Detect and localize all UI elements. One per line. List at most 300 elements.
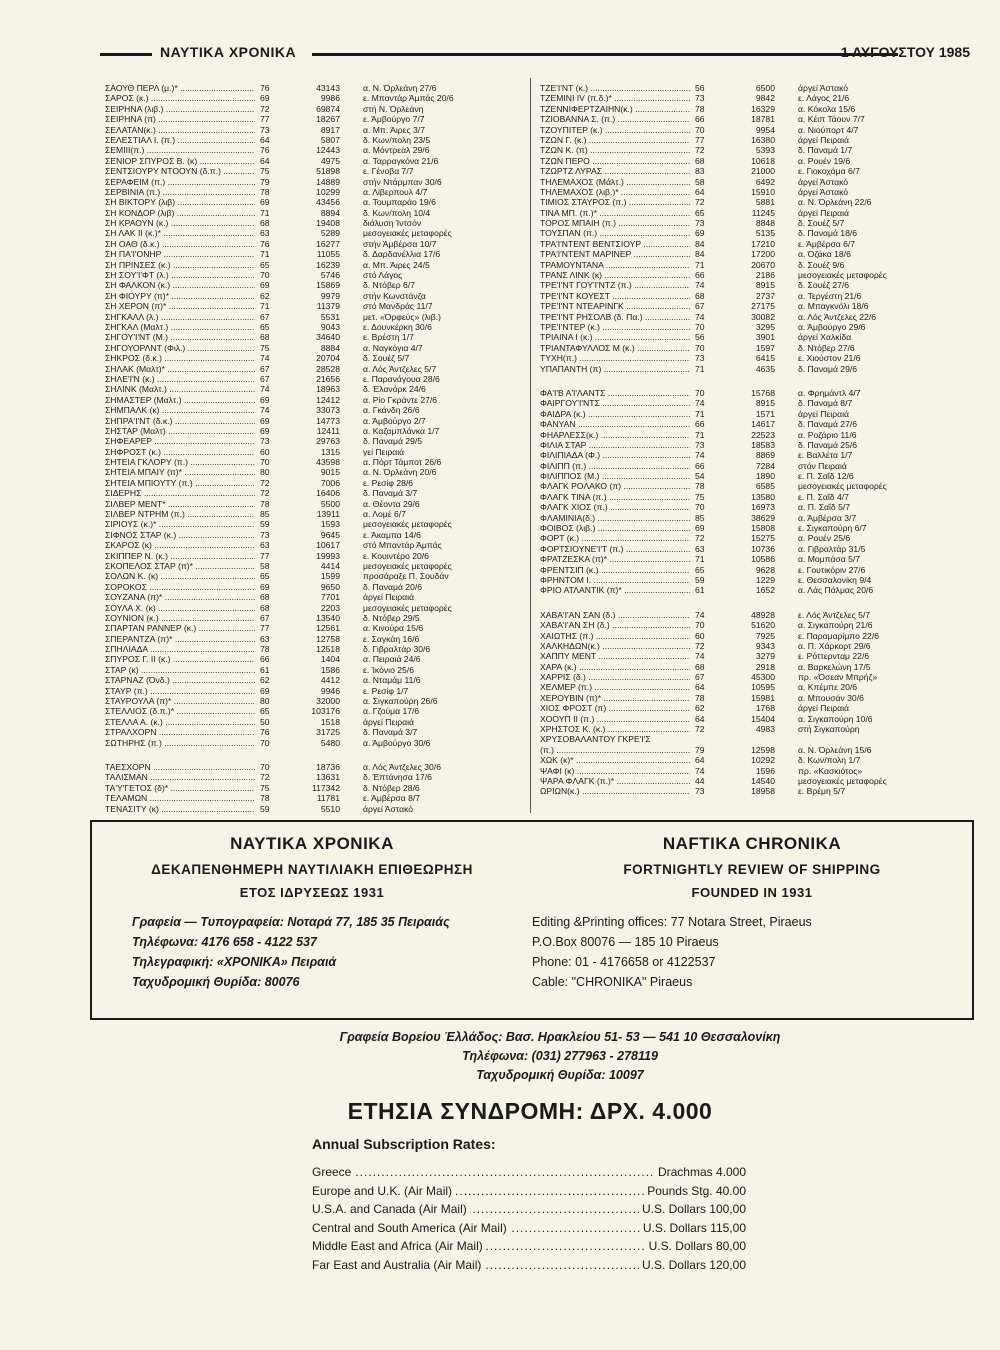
ship-row <box>105 804 505 814</box>
ship-row <box>105 686 505 696</box>
ship-status: μεσογειακές μεταφορές <box>363 602 452 613</box>
ship-row <box>105 582 505 592</box>
ship-name: ΤΖΕ'Ι'ΝΤ (κ.) ..... <box>540 83 690 93</box>
ship-name: ΣΙΛΒΕΡ ΜΕΝΤ* ..... <box>105 499 255 509</box>
ship-status: δ. Κων/πολη 1/7 <box>798 755 861 766</box>
ship-tonnage: 51898 <box>316 166 340 177</box>
ship-row <box>540 270 940 280</box>
ship-status: ε. Ρεσίφ 1/7 <box>363 685 409 696</box>
ship-year: 44 <box>695 776 705 786</box>
ship-name: ΦΡΙΟ ΑΤΛΑΝΤΙΚ (π)* ..... <box>540 585 690 595</box>
ship-row <box>540 575 940 585</box>
ship-tonnage: 7006 <box>320 477 340 488</box>
ship-year: 69 <box>260 394 270 405</box>
ship-tonnage: 8869 <box>755 450 775 461</box>
ship-row <box>540 388 940 398</box>
ship-name: ΤΡΕ'Ι'ΝΤ ΓΟΥ'Ι'ΝΤΖ (π.) ..... <box>540 280 690 290</box>
ship-status: ε. Θεσσαλονίκη 9/4 <box>798 574 872 585</box>
ship-status: α. Λός Άντζελες 22/6 <box>798 311 876 322</box>
ship-name: ΣΠΑΡΤΑΝ ΡΑΝΝΕΡ (κ.) ..... <box>105 623 255 633</box>
ship-year: 74 <box>695 398 705 409</box>
ship-status: α. Μόντρεαλ 29/6 <box>363 145 430 156</box>
ship-year: 65 <box>695 207 705 218</box>
ship-list-left-column <box>105 83 505 814</box>
ship-year: 71 <box>695 363 705 374</box>
ship-status: δ. Παναμά 20/6 <box>363 581 423 592</box>
group-spacer <box>540 374 940 388</box>
ship-name: ΤΙΜΙΟΣ ΣΤΑΥΡΟΣ (π.) ..... <box>540 197 690 207</box>
ship-tonnage: 12758 <box>316 633 340 644</box>
ship-year: 64 <box>695 682 705 693</box>
ship-tonnage: 14540 <box>751 776 775 786</box>
ship-year: 78 <box>695 103 705 114</box>
ship-row <box>540 620 940 630</box>
ship-row <box>105 104 505 114</box>
ship-tonnage: 34640 <box>316 332 340 343</box>
ship-row <box>105 125 505 135</box>
ship-tonnage: 6585 <box>755 481 775 492</box>
ship-name: ΣΕΜΙΙΙ(π.) ..... <box>105 145 255 155</box>
ship-name: ΣΤΑΥΡ (π.) ..... <box>105 686 255 696</box>
ship-name: ΣΗ ΧΕΡΟΝ (π)* ..... <box>105 301 255 311</box>
ship-year: 75 <box>260 166 270 177</box>
ship-row <box>540 682 940 692</box>
ship-year: 62 <box>695 703 705 714</box>
ship-status: άργεί Πειραιά <box>798 134 849 145</box>
ship-name: ΤΡΑΝΣ ΛΙΝΚ (κ) ..... <box>540 270 690 280</box>
ship-name: ΣΙΔΕΡΗΣ ..... <box>105 488 255 498</box>
ship-year: 70 <box>695 321 705 332</box>
ship-row <box>105 156 505 166</box>
ship-status: ε. Παραμαρίμπο 22/6 <box>798 630 880 641</box>
ship-status: δ. Ντόβερ 6/7 <box>363 280 415 291</box>
ship-tonnage: 69874 <box>316 103 340 114</box>
ship-year: 74 <box>260 353 270 364</box>
ship-row <box>540 398 940 408</box>
ship-tonnage: 14889 <box>316 176 340 187</box>
ship-tonnage: 12598 <box>751 744 775 755</box>
ship-status: ε. Σαγκάη 16/6 <box>363 633 420 644</box>
ship-row <box>105 467 505 477</box>
ship-status: ε. Π. Σαΐδ 12/6 <box>798 471 854 482</box>
ship-tonnage: 18963 <box>316 384 340 395</box>
ship-tonnage: 5289 <box>320 228 340 239</box>
ship-status: δ. Σουέζ 5/7 <box>363 353 410 364</box>
ship-name: ΤΡΙΑΝΤΑΦΥΛΛΟΣ Μ (κ.) ..... <box>540 343 690 353</box>
ship-year: 78 <box>260 186 270 197</box>
rate-region: Europe and U.K. (Air Mail) <box>312 1184 455 1198</box>
ship-year: 74 <box>695 651 705 662</box>
ship-status: α. Όζάκα 18/6 <box>798 249 851 260</box>
ship-tonnage: 9645 <box>320 529 340 540</box>
ship-tonnage: 8917 <box>320 124 340 135</box>
ship-year: 70 <box>695 502 705 513</box>
ship-row <box>105 145 505 155</box>
ship-name: ΣΟΥΝΙΟΝ (κ.) ..... <box>105 613 255 623</box>
ship-name: ΤΑ'Υ'ΓΕΤΟΣ (δ)* ..... <box>105 783 255 793</box>
ship-year: 72 <box>695 533 705 544</box>
ship-name: ΣΤΑΡ (κ) ..... <box>105 665 255 675</box>
ship-year: 66 <box>695 419 705 430</box>
ship-tonnage: 18267 <box>316 114 340 125</box>
ship-name: ΣΗ ΣΟΥ'Ι'ΦΤ (λ.) ..... <box>105 270 255 280</box>
ship-name: ΣΗ ΦΑΛΚΟΝ (κ.) ..... <box>105 280 255 290</box>
ship-year: 73 <box>695 218 705 229</box>
ship-row <box>540 83 940 93</box>
ship-name: ΣΗΓΚΑΛΛ (λ.) ..... <box>105 312 255 322</box>
ship-status: α. Λίβερπουλ 4/7 <box>363 186 428 197</box>
ship-name: ΣΗ ΚΡΑΟΥΝ (κ.) ..... <box>105 218 255 228</box>
rate-price: Drachmas 4.000 <box>655 1163 746 1182</box>
ship-year: 77 <box>260 114 270 125</box>
ship-row <box>105 571 505 581</box>
ship-year: 71 <box>260 207 270 218</box>
ship-name: ΣΗΤΕΙΑ ΜΠΙΟΥΤΥ (π.) ..... <box>105 478 255 488</box>
ship-row <box>540 208 940 218</box>
ship-tonnage: 9946 <box>320 685 340 696</box>
ship-year: 72 <box>695 640 705 651</box>
ship-tonnage: 51620 <box>751 620 775 631</box>
ship-row <box>105 793 505 803</box>
ship-year: 74 <box>695 765 705 776</box>
ship-status: δ. Σουέζ 5/7 <box>798 218 845 229</box>
ship-row <box>540 554 940 564</box>
ship-year: 71 <box>695 429 705 440</box>
ship-row <box>105 499 505 509</box>
ship-status: στή Ν. Όρλεάνη <box>363 103 424 114</box>
ship-status: στό Μανδράς 11/7 <box>363 301 433 312</box>
ship-name: ΦΛΑΜΙΝΙΑ(δ.) ..... <box>540 513 690 523</box>
greek-title: ΝΑΥΤΙΚΑ ΧΡΟΝΙΚΑ <box>230 834 394 853</box>
ship-tonnage: 10292 <box>751 755 775 766</box>
ship-name: ΣΚΑΡΟΣ (κ) ..... <box>105 540 255 550</box>
ship-row <box>540 135 940 145</box>
ship-tonnage: 15869 <box>316 280 340 291</box>
ship-tonnage: 27175 <box>751 301 775 312</box>
ship-year: 73 <box>260 529 270 540</box>
ship-name: ΤΖΩΝ Γ. (κ.) ..... <box>540 135 690 145</box>
ship-name: ΣΚΙΠΠΕΡ Ν. (κ.) ..... <box>105 551 255 561</box>
ship-year: 67 <box>260 311 270 322</box>
ship-status: ε. Βρέμη 5/7 <box>798 786 846 797</box>
ship-status: μεσογειακές μεταφορές <box>363 560 452 571</box>
ship-year: 77 <box>695 134 705 145</box>
ship-tonnage: 1768 <box>755 703 775 714</box>
column-divider <box>530 78 531 813</box>
ship-status: α. Λός Άντζελες 30/6 <box>363 762 441 772</box>
ship-status: δ. Παναμά 8/7 <box>798 398 853 409</box>
ship-list-right-column <box>540 83 940 797</box>
ship-row <box>105 488 505 498</box>
ship-tonnage: 21000 <box>751 166 775 177</box>
ship-status: α. Λομέ 6/7 <box>363 509 406 520</box>
ship-name: ΦΡΕΝΤΣΙΠ (κ.) ..... <box>540 565 690 575</box>
ship-tonnage: 2737 <box>755 290 775 301</box>
ship-name: ΣΤΕΛΛΙΟΣ (δ.π.)* ..... <box>105 706 255 716</box>
ship-year: 66 <box>695 114 705 125</box>
ship-year: 68 <box>695 155 705 166</box>
ship-status: α. Λός Άντζελες 5/7 <box>363 363 437 374</box>
ship-name: ΣΗ ΦΙΟΥΡΥ (π)* ..... <box>105 291 255 301</box>
ship-name: ΣΗ ΠΑ'Ι'ΟΝΗΡ ..... <box>105 249 255 259</box>
ship-row <box>540 419 940 429</box>
ship-status: ε. Ρόττερνταμ 22/6 <box>798 651 870 662</box>
ship-name: ΤΖΩΡΤΖ ΛΥΡΑΣ ..... <box>540 166 690 176</box>
ship-name: ΣΕΡΑΦΕΙΜ (π.) ..... <box>105 177 255 187</box>
ship-name: ΣΩΤΗΡΗΣ (π.) ..... <box>105 738 255 748</box>
ship-row <box>105 478 505 488</box>
ship-year: 72 <box>695 145 705 156</box>
ship-tonnage: 3901 <box>755 332 775 343</box>
english-phone: Phone: 01 - 4176658 or 4122537 <box>532 955 716 969</box>
ship-tonnage: 32000 <box>316 696 340 707</box>
ship-tonnage: 8915 <box>755 280 775 291</box>
ship-name: ΧΕΡΟΥΒΙΝ (π)* ..... <box>540 693 690 703</box>
ship-status: δ. Παναμά 3/7 <box>363 488 418 499</box>
ship-year: 79 <box>260 176 270 187</box>
ship-year: 65 <box>260 321 270 332</box>
ship-name: ΩΡΙΩΝ(κ.) ..... <box>540 786 690 796</box>
ship-tonnage: 33073 <box>316 405 340 416</box>
ship-row <box>105 727 505 737</box>
ship-name: ΧΡΗΣΤΟΣ Κ. (κ.) ..... <box>540 724 690 734</box>
ship-status: α. Ρουέν 25/6 <box>798 533 851 544</box>
ship-status: άργεί Πειραιά <box>798 408 849 419</box>
ship-tonnage: 15981 <box>751 692 775 703</box>
ship-tonnage: 1593 <box>320 519 340 530</box>
ship-year: 78 <box>260 793 270 804</box>
ship-status: α. Γιβραλτάρ 31/5 <box>798 543 866 554</box>
ship-row <box>105 93 505 103</box>
ship-tonnage: 1596 <box>755 765 775 776</box>
ship-tonnage: 15910 <box>751 186 775 197</box>
ship-status: ε. Κουιντέρο 20/6 <box>363 550 429 561</box>
header-rule-left <box>100 53 152 56</box>
ship-tonnage: 9650 <box>320 581 340 592</box>
ship-year: 74 <box>695 450 705 461</box>
ship-tonnage: 1586 <box>320 664 340 675</box>
ship-year: 72 <box>695 724 705 735</box>
ship-status: α. Νταμάμ 11/6 <box>363 675 421 686</box>
ship-year: 74 <box>260 384 270 395</box>
ship-row <box>540 291 940 301</box>
ship-row <box>105 509 505 519</box>
ship-name: ΤΡΕ'Ι'ΝΤΕΡ (κ.) ..... <box>540 322 690 332</box>
ship-row <box>540 513 940 523</box>
ship-tonnage: 43456 <box>316 197 340 208</box>
ship-tonnage: 14617 <box>751 419 775 430</box>
ship-name: ΦΛΑΓΚ ΤΙΝΑ (π.) ..... <box>540 492 690 502</box>
ship-tonnage: 8848 <box>755 218 775 229</box>
ship-status: δ. Ντόβερ 27/6 <box>798 342 855 353</box>
ship-year: 78 <box>260 644 270 655</box>
ship-status: γεί Πειραιά <box>363 446 405 457</box>
ship-year: 68 <box>260 602 270 613</box>
ship-year: 60 <box>260 446 270 457</box>
ship-status: δ. Έλανόρκ 24/6 <box>363 384 426 395</box>
ship-row <box>105 783 505 793</box>
ship-tonnage: 12411 <box>316 425 340 436</box>
ship-row <box>105 405 505 415</box>
ship-tonnage: 1518 <box>320 716 340 727</box>
ship-year: 78 <box>695 692 705 703</box>
greek-subtitle: ΔΕΚΑΠΕΝΘΗΜΕΡΗ ΝΑΥΤΙΛΙΑΚΗ ΕΠΙΘΕΩΡΗΣΗ <box>151 862 473 877</box>
ship-tonnage: 5531 <box>320 311 340 322</box>
ship-year: 83 <box>695 166 705 177</box>
ship-tonnage: 5807 <box>320 134 340 145</box>
ship-status: α. Γκάνδη 26/6 <box>363 405 420 416</box>
ship-name: ΦΟΡΤ (κ.) ..... <box>540 533 690 543</box>
ship-row <box>105 301 505 311</box>
ship-year: 63 <box>695 543 705 554</box>
ship-status: στή Σιγκαπούρη <box>798 724 860 735</box>
ship-status: ε. Δουνκέρκη 30/6 <box>363 321 432 332</box>
rate-row <box>312 1200 746 1219</box>
ship-name: ΤΗΛΕΜΑΧΟΣ (λιβ.)* ..... <box>540 187 690 197</box>
ship-name: ΣΕΡΒΙΝΙΑ (π.) ..... <box>105 187 255 197</box>
ship-row <box>105 260 505 270</box>
english-pobox: P.O.Box 80076 — 185 10 Piraeus <box>532 935 719 949</box>
annual-rates-label: Annual Subscription Rates: <box>312 1136 496 1152</box>
english-title: NAFTIKA CHRONIKA <box>662 834 842 853</box>
ship-tonnage: 7925 <box>755 630 775 641</box>
ship-status: δ. Ντόβερ 29/5 <box>363 612 420 623</box>
ship-status: α. Λάς Πάλμας 20/6 <box>798 585 874 596</box>
ship-name: ΤΑΕΣΧΟΡΝ ..... <box>105 762 255 772</box>
ship-name: ΦΟΡΤΣΙΟΥΝΕ'Ι'Τ (π.) ..... <box>540 544 690 554</box>
greek-pobox: Ταχυδρομική Θυρίδα: 80076 <box>132 975 300 989</box>
ship-name: ΧΕΛΜΕΡ (π.) ..... <box>540 682 690 692</box>
ship-status: άργεί Πειραιά <box>798 703 849 714</box>
ship-tonnage: 9954 <box>755 124 775 135</box>
ship-year: 67 <box>695 301 705 312</box>
ship-status: α. Ροζάριο 11/6 <box>798 429 857 440</box>
ship-year: 66 <box>260 654 270 665</box>
ship-tonnage: 17210 <box>751 238 775 249</box>
ship-row <box>105 218 505 228</box>
rate-row <box>312 1256 746 1275</box>
rate-row <box>312 1182 746 1201</box>
ship-tonnage: 22523 <box>751 429 775 440</box>
rate-price: U.S. Dollars 80,00 <box>646 1237 746 1256</box>
ship-status: α. Κέιπ Τάουν 7/7 <box>798 114 865 125</box>
ship-status: α. Μπουσάν 30/6 <box>798 692 864 703</box>
ship-row <box>540 197 940 207</box>
ship-status: μεσογειακές μεταφορές <box>363 228 452 239</box>
ship-row <box>540 145 940 155</box>
ship-year: 70 <box>695 342 705 353</box>
rate-region: Greece <box>312 1165 354 1179</box>
ship-row <box>540 114 940 124</box>
ship-status: δ. Γιβραλτάρ 30/6 <box>363 644 431 655</box>
ship-row <box>540 166 940 176</box>
ship-status: α. Σιγκαπούρη 21/6 <box>798 620 873 631</box>
ship-status: α. Άμβούργο 29/6 <box>798 321 866 332</box>
ship-tonnage: 5881 <box>755 197 775 208</box>
ship-name: ΣΠΕΡΑΝΤΖΑ (π)* ..... <box>105 634 255 644</box>
ship-year: 69 <box>260 280 270 291</box>
ship-year: 68 <box>260 592 270 603</box>
ship-tonnage: 117342 <box>311 782 340 793</box>
ship-status: άργεί Άστακό <box>798 83 849 93</box>
ship-year: 69 <box>695 523 705 534</box>
ship-name: ΣΤΑΥΡΟΥΛΑ (π)* ..... <box>105 696 255 706</box>
ship-year: 66 <box>695 270 705 281</box>
ship-tonnage: 10299 <box>316 186 340 197</box>
ship-status: άργεί Άστακό <box>798 176 849 187</box>
ship-status: α. Κινούρα 15/6 <box>363 623 424 634</box>
ship-row <box>540 322 940 332</box>
ship-tonnage: 7284 <box>755 460 775 471</box>
ship-tonnage: 3295 <box>755 321 775 332</box>
ship-tonnage: 1229 <box>755 574 775 585</box>
ship-tonnage: 13540 <box>316 612 340 623</box>
ship-name: ΣΕΝΙΟΡ ΣΠΥΡΟΣ Β. (κ) ..... <box>105 156 255 166</box>
ship-tonnage: 1652 <box>755 585 775 596</box>
ship-year: 65 <box>695 564 705 575</box>
publication-info-box <box>90 820 974 1020</box>
ship-name: ΣΗ ΠΡΙΝΣΕΣ (κ.) ..... <box>105 260 255 270</box>
ship-row <box>105 291 505 301</box>
ship-tonnage: 4983 <box>755 724 775 735</box>
ship-name: ΣΗΛΑΚ (Μαλτ)* ..... <box>105 364 255 374</box>
rate-price: Pounds Stg. 40.00 <box>644 1182 746 1201</box>
ship-row <box>105 762 505 772</box>
ship-row <box>105 177 505 187</box>
ship-year: 66 <box>695 460 705 471</box>
ship-name: ΤΡΙΑΙΝΑ Ι (κ.) ..... <box>540 332 690 342</box>
ship-name: ΣΟΥΖΑΝΑ (π)* ..... <box>105 592 255 602</box>
ship-status: α. Φρημάντλ 4/7 <box>798 387 861 398</box>
ship-row <box>540 343 940 353</box>
ship-row <box>105 239 505 249</box>
ship-row <box>540 481 940 491</box>
ship-year: 59 <box>260 803 270 814</box>
ship-tonnage: 8894 <box>320 207 340 218</box>
ship-name: ΣΗ ΛΑΚ ΙΙ (κ.)* ..... <box>105 228 255 238</box>
ship-tonnage: 5746 <box>320 270 340 281</box>
ship-row <box>540 714 940 724</box>
ship-tonnage: 11379 <box>316 301 340 312</box>
ship-tonnage: 1890 <box>755 471 775 482</box>
ship-name: ΧΑΠΠΥ ΜΕΝΤ ..... <box>540 651 690 661</box>
rate-row <box>312 1219 746 1238</box>
ship-name: ΤΙΝΑ ΜΠ. (π.)* ..... <box>540 208 690 218</box>
ship-tonnage: 1315 <box>320 446 340 457</box>
ship-tonnage: 30082 <box>751 311 775 322</box>
ship-row <box>540 631 940 641</box>
ship-name: ΨΑΦΙ (κ) ..... <box>540 766 690 776</box>
ship-row <box>540 364 940 374</box>
ship-year: 70 <box>260 762 270 772</box>
ship-tonnage: 17200 <box>751 249 775 260</box>
ship-status: α. Σιγκαπούρη 26/6 <box>363 696 438 707</box>
greek-info <box>92 834 532 992</box>
ship-status: α. Κόκολα 15/6 <box>798 103 856 114</box>
rate-price: U.S. Dollars 100,00 <box>639 1200 746 1219</box>
ship-row <box>105 561 505 571</box>
ship-row <box>105 665 505 675</box>
ship-tonnage: 16380 <box>751 134 775 145</box>
ship-status: ε. Γένοβα 7/7 <box>363 166 414 177</box>
ship-year: 69 <box>260 685 270 696</box>
greek-telegraph: Τηλεγραφική: «ΧΡΟΝΙΚΑ» Πειραιά <box>132 955 337 969</box>
ship-name: ΣΕΛΕΣΤΙΑΛ Ι. (π.) ..... <box>105 135 255 145</box>
ship-name: ΤΗΛΕΜΑΧΟΣ (Μάλτ.) ..... <box>540 177 690 187</box>
ship-year: 74 <box>260 405 270 416</box>
ship-name: ΣΗΤΕΙΑ ΓΚΛΟΡΥ (π.) ..... <box>105 457 255 467</box>
ship-row <box>105 530 505 540</box>
